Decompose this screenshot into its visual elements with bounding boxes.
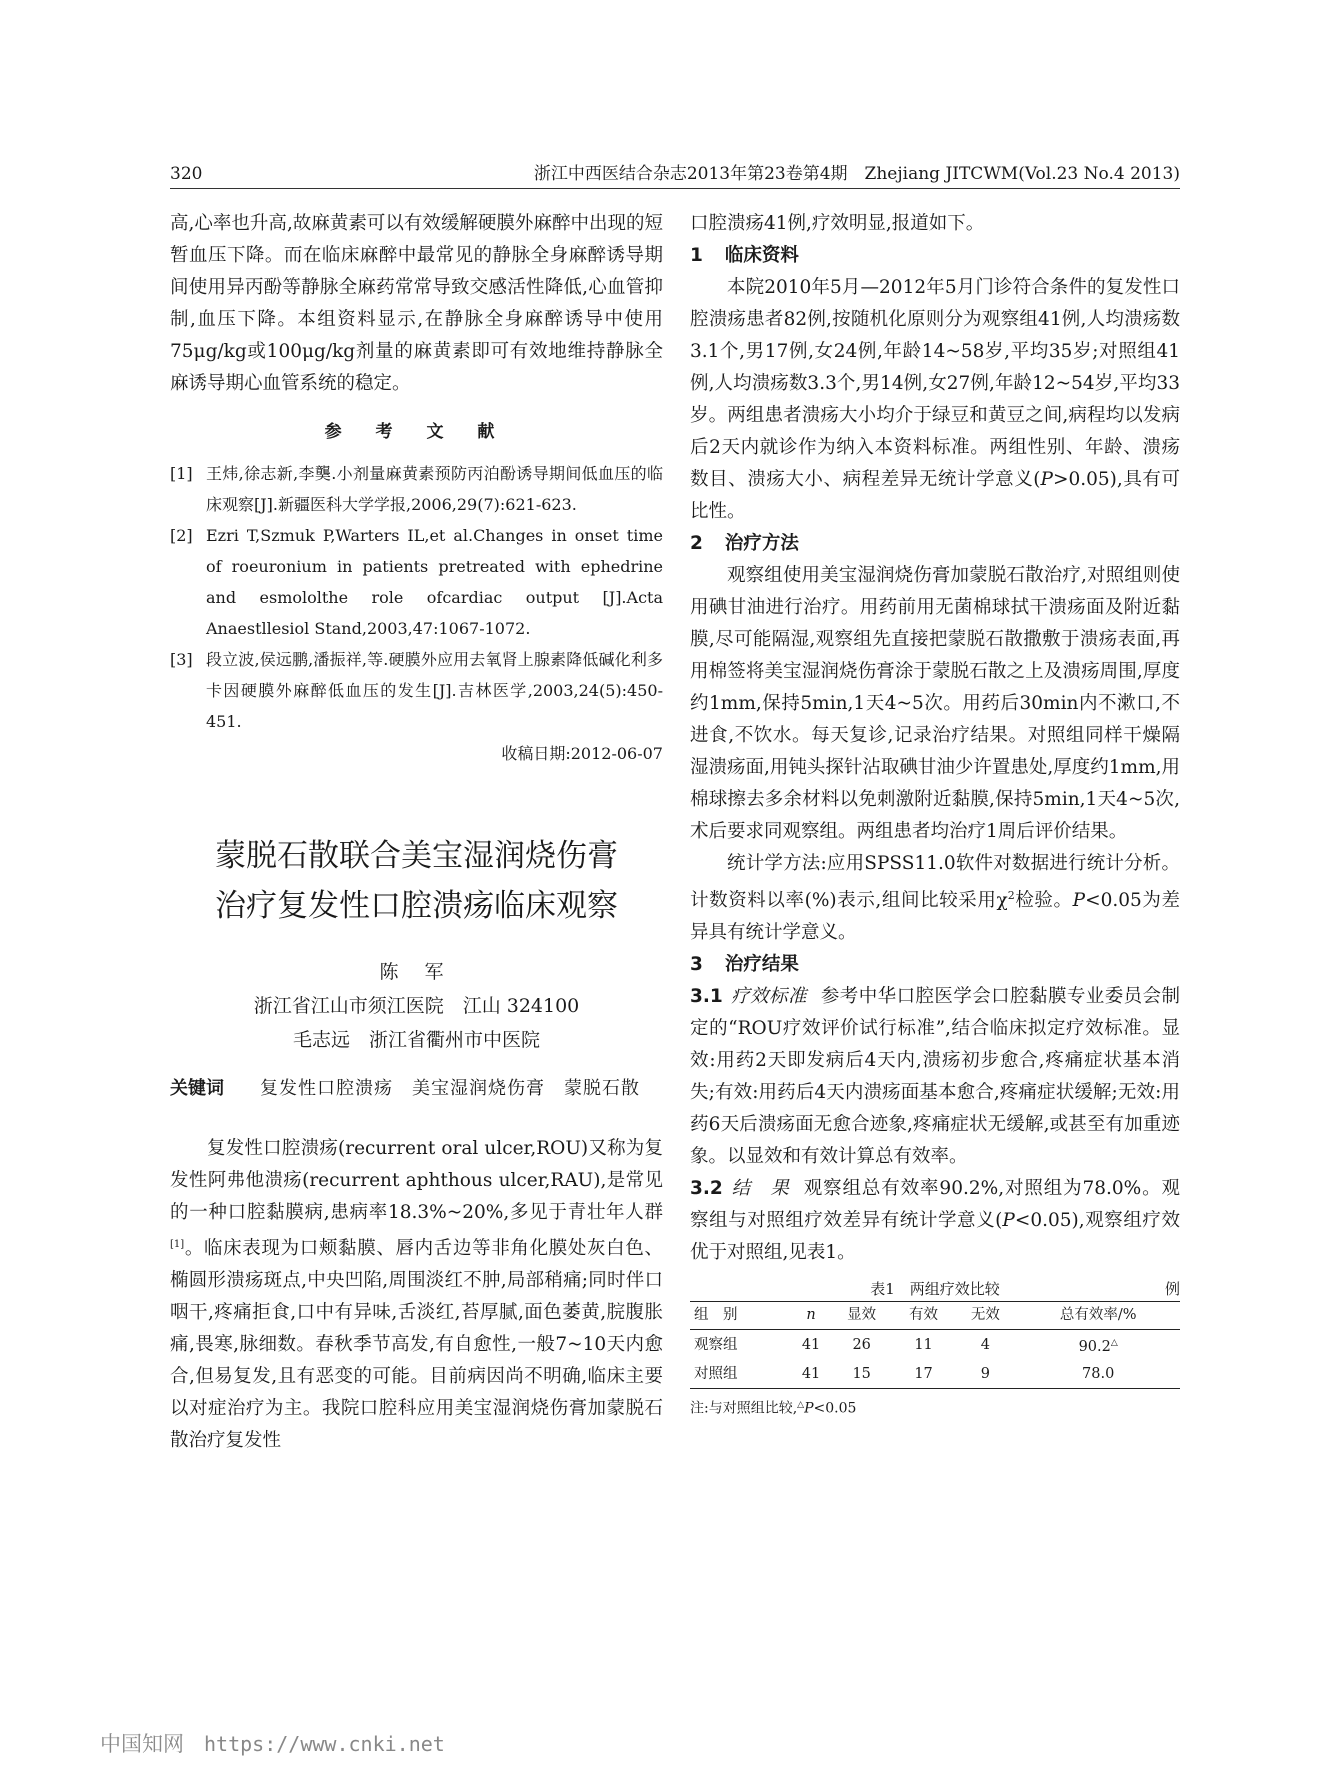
paragraph-text: 参考中华口腔医学会口腔黏膜专业委员会制定的“ROU疗效评价试行标准”,结合临床拟定疗效标准。显效:用药2天即发病后4天内,溃疡初步愈合,疼痛症状基本消失;有效:用药后4天内溃疡面基本愈合,疼痛症状缓解;无效:用药6天后溃疡面无愈合迹象,疼痛症状无缓解,或甚至有加重迹象。以显效和有效计算总有效率。 bbox=[690, 986, 1180, 1168]
section-heading bbox=[690, 528, 1180, 560]
previous-article-tail: 高,心率也升高,故麻黄素可以有效缓解硬膜外麻醉中出现的短暂血压下降。而在临床麻醉中最常见的静脉全身麻醉诱导期间使用异丙酚等静脉全麻药常常导致交感活性降低,心血管抑制,血压下降。本组资料显示,在静脉全身麻醉诱导中使用75μg/kg或100μg/kg剂量的麻黄素即可有效地维持静脉全麻诱导期心血管系统的稳定。 bbox=[170, 213, 663, 394]
efficacy-criteria-paragraph bbox=[690, 981, 1180, 1173]
section-title: 治疗结果 bbox=[724, 954, 799, 976]
column-header: 总有效率/% bbox=[1059, 1307, 1137, 1324]
table-caption bbox=[690, 1277, 1180, 1301]
superscript: 2 bbox=[1007, 889, 1015, 902]
citation-marker: [1] bbox=[170, 1239, 185, 1250]
section-number: 2 bbox=[690, 533, 703, 554]
column-header: 显效 bbox=[847, 1307, 877, 1324]
p-symbol: P bbox=[1072, 890, 1086, 912]
column-header: 无效 bbox=[970, 1307, 1000, 1324]
table-cell: 41 bbox=[801, 1337, 821, 1354]
clinical-data-paragraph bbox=[690, 272, 1180, 528]
intro-text: 复发性口腔溃疡(recurrent oral ulcer,ROU)又称为复发性阿弗他溃疡(recurrent aphthous ulcer,RAU),是常见的一种口腔黏膜病,患病率18.3%~20%,多见于青壮年人群 bbox=[170, 1138, 663, 1223]
results-paragraph bbox=[690, 1173, 1180, 1269]
reference-item bbox=[170, 458, 663, 520]
section-heading bbox=[690, 949, 1180, 981]
table-cell-total bbox=[1016, 1330, 1180, 1361]
significance-mark: △ bbox=[1110, 1338, 1118, 1349]
paragraph-text: <0.05为差异具有统计学意义。 bbox=[690, 890, 1180, 944]
second-author-affiliation: 毛志远 浙江省衢州市中医院 bbox=[292, 1029, 540, 1051]
page-header bbox=[170, 160, 1180, 189]
article-title-line-1: 蒙脱石散联合美宝湿润烧伤膏 bbox=[215, 838, 618, 874]
table-header-row bbox=[690, 1302, 1180, 1330]
article-title-line-2: 治疗复发性口腔溃疡临床观察 bbox=[215, 888, 618, 924]
intro-continuation: 口腔溃疡41例,疗效明显,报道如下。 bbox=[690, 213, 985, 234]
paragraph-text: 本院2010年5月—2012年5月门诊符合条件的复发性口腔溃疡患者82例,按随机化原则分为观察组41例,人均溃疡数3.1个,男17例,女24例,年龄14~58岁,平均35岁;对照组41例,人均溃疡数3.3个,男14例,女27例,年龄12~54岁,平均33岁。两组患者溃疡大小均介于绿豆和黄豆之间,病程均以发病后2天内就诊作为纳入本资料标准。两组性别、年龄、溃疡数目、溃疡大小、病程差异无统计学意义( bbox=[690, 277, 1180, 490]
table-title: 表1 两组疗效比较 bbox=[870, 1280, 1000, 1299]
section-number: 1 bbox=[690, 245, 703, 266]
paragraph-text: >0.05),具有可比性。 bbox=[690, 469, 1180, 522]
table-cell: 9 bbox=[980, 1365, 991, 1382]
keywords-label: 关键词 bbox=[170, 1078, 224, 1099]
table-cell: 4 bbox=[980, 1337, 991, 1354]
significance-mark: △ bbox=[797, 1399, 805, 1410]
keywords bbox=[170, 1073, 663, 1105]
table-cell: 11 bbox=[914, 1337, 933, 1354]
table-note bbox=[690, 1393, 1180, 1421]
column-header: n bbox=[806, 1307, 816, 1324]
table-cell: 对照组 bbox=[694, 1365, 738, 1382]
paragraph-text: 观察组总有效率90.2%,对照组为78.0%。观察组与对照组疗效差异有统计学意义( bbox=[690, 1178, 1180, 1232]
watermark-url: https://www.cnki.net bbox=[204, 1732, 445, 1756]
table-cell-value: 90.2 bbox=[1078, 1338, 1111, 1355]
intro-text-continued: 。临床表现为口颊黏膜、唇内舌边等非角化膜处灰白色、椭圆形溃疡斑点,中央凹陷,周围淡红不肿,局部稍痛;同时伴口咽干,疼痛拒食,口中有异味,舌淡红,苔厚腻,面色萎黄,脘腹胀痛,畏寒,脉细数。春秋季节高发,有自愈性,一般7~10天内愈合,但易复发,且有恶变的可能。目前病因尚不明确,临床主要以对症治疗为主。我院口腔科应用美宝湿润烧伤膏加蒙脱石散治疗复发性 bbox=[170, 1238, 663, 1452]
table-cell: 17 bbox=[914, 1365, 933, 1382]
reference-text: Ezri T,Szmuk P,Warters IL,et al.Changes in onset time of roeuronium in patients pretreated with ephedrine and esmololthe role ofcardiac output [J].Acta Anaestllesiol Stand,2003,47:1067-1072. bbox=[206, 526, 663, 638]
table-cell: 观察组 bbox=[694, 1337, 738, 1354]
subsection-title: 疗效标准 bbox=[730, 986, 807, 1008]
journal-running-head: 浙江中西医结合杂志2013年第23卷第4期 Zhejiang JITCWM(Vol.23 No.4 2013) bbox=[533, 164, 1180, 184]
left-column bbox=[170, 208, 663, 1457]
reference-item bbox=[170, 644, 663, 737]
page-number: 320 bbox=[170, 164, 203, 184]
author-affiliation: 浙江省江山市须江医院 江山 324100 bbox=[253, 995, 580, 1017]
subsection-title: 结 果 bbox=[730, 1178, 790, 1200]
watermark-brand: 中国知网 bbox=[100, 1732, 184, 1756]
treatment-paragraph: 观察组使用美宝湿润烧伤膏加蒙脱石散治疗,对照组则使用碘甘油进行治疗。用药前用无菌棉球拭干溃疡面及附近黏膜,尽可能隔湿,观察组先直接把蒙脱石散撒敷于溃疡表面,再用棉签将美宝湿润烧伤膏涂于蒙脱石散之上及溃疡周围,厚度约1mm,保持5min,1天4~5次。用药后30min内不漱口,不进食,不饮水。每天复诊,记录治疗结果。对照组同样干燥隔湿溃疡面,用钝头探针沾取碘甘油少许置患处,厚度约1mm,用棉球擦去多余材料以免刺激附近黏膜,保持5min,1天4~5次,术后要求同观察组。两组患者均治疗1周后评价结果。 bbox=[690, 565, 1180, 842]
references-heading: 参 考 文 献 bbox=[324, 422, 509, 442]
subsection-number: 3.2 bbox=[690, 1178, 723, 1200]
paragraph-text: 检验。 bbox=[1014, 890, 1073, 912]
reference-item bbox=[170, 520, 663, 644]
reference-text: 段立波,侯远鹏,潘振祥,等.硬膜外应用去氧肾上腺素降低碱化利多卡因硬膜外麻醉低血压的发生[J].吉林医学,2003,24(5):450-451. bbox=[206, 650, 663, 731]
statistics-paragraph bbox=[690, 848, 1180, 949]
column-header: 组 别 bbox=[694, 1307, 738, 1324]
table-cell: 15 bbox=[852, 1365, 871, 1382]
table-cell: 26 bbox=[852, 1337, 871, 1354]
section-title: 治疗方法 bbox=[724, 533, 799, 554]
author-name: 陈 军 bbox=[379, 961, 454, 983]
reference-number: [3] bbox=[170, 650, 193, 669]
p-symbol: P bbox=[804, 1400, 814, 1417]
reference-text: 王炜,徐志新,李龑.小剂量麻黄素预防丙泊酚诱导期间低血压的临床观察[J].新疆医科大学学报,2006,29(7):621-623. bbox=[206, 464, 663, 514]
table-unit: 例 bbox=[1164, 1280, 1180, 1299]
section-title: 临床资料 bbox=[724, 245, 799, 266]
section-heading bbox=[690, 240, 1180, 272]
table-cell: 78.0 bbox=[1082, 1365, 1115, 1382]
paragraph-text: 统计学方法:应用SPSS11.0软件对数据进行统计分析。计数资料以率(%)表示,组间比较采用χ bbox=[690, 853, 1180, 912]
p-symbol: P bbox=[1040, 469, 1053, 490]
table-cell: 41 bbox=[801, 1365, 821, 1382]
article-title bbox=[170, 831, 663, 931]
column-header: 有效 bbox=[909, 1307, 939, 1324]
p-symbol: P bbox=[1002, 1210, 1015, 1232]
right-column bbox=[690, 208, 1180, 1421]
received-date: 收稿日期:2012-06-07 bbox=[501, 744, 663, 763]
paragraph-text: <0.05),观察组疗效优于对照组,见表1。 bbox=[690, 1210, 1180, 1264]
cnki-watermark bbox=[100, 1728, 445, 1758]
introduction-paragraph bbox=[170, 1133, 663, 1457]
note-text: <0.05 bbox=[813, 1400, 857, 1417]
results-table bbox=[690, 1301, 1180, 1389]
table-row bbox=[690, 1330, 1180, 1361]
note-text: 注:与对照组比较, bbox=[690, 1400, 798, 1417]
reference-number: [2] bbox=[170, 526, 193, 545]
subsection-number: 3.1 bbox=[690, 986, 723, 1008]
reference-number: [1] bbox=[170, 464, 193, 483]
section-number: 3 bbox=[690, 954, 703, 976]
keywords-value: 复发性口腔溃疡 美宝湿润烧伤膏 蒙脱石散 bbox=[260, 1078, 640, 1099]
table-row bbox=[690, 1361, 1180, 1389]
